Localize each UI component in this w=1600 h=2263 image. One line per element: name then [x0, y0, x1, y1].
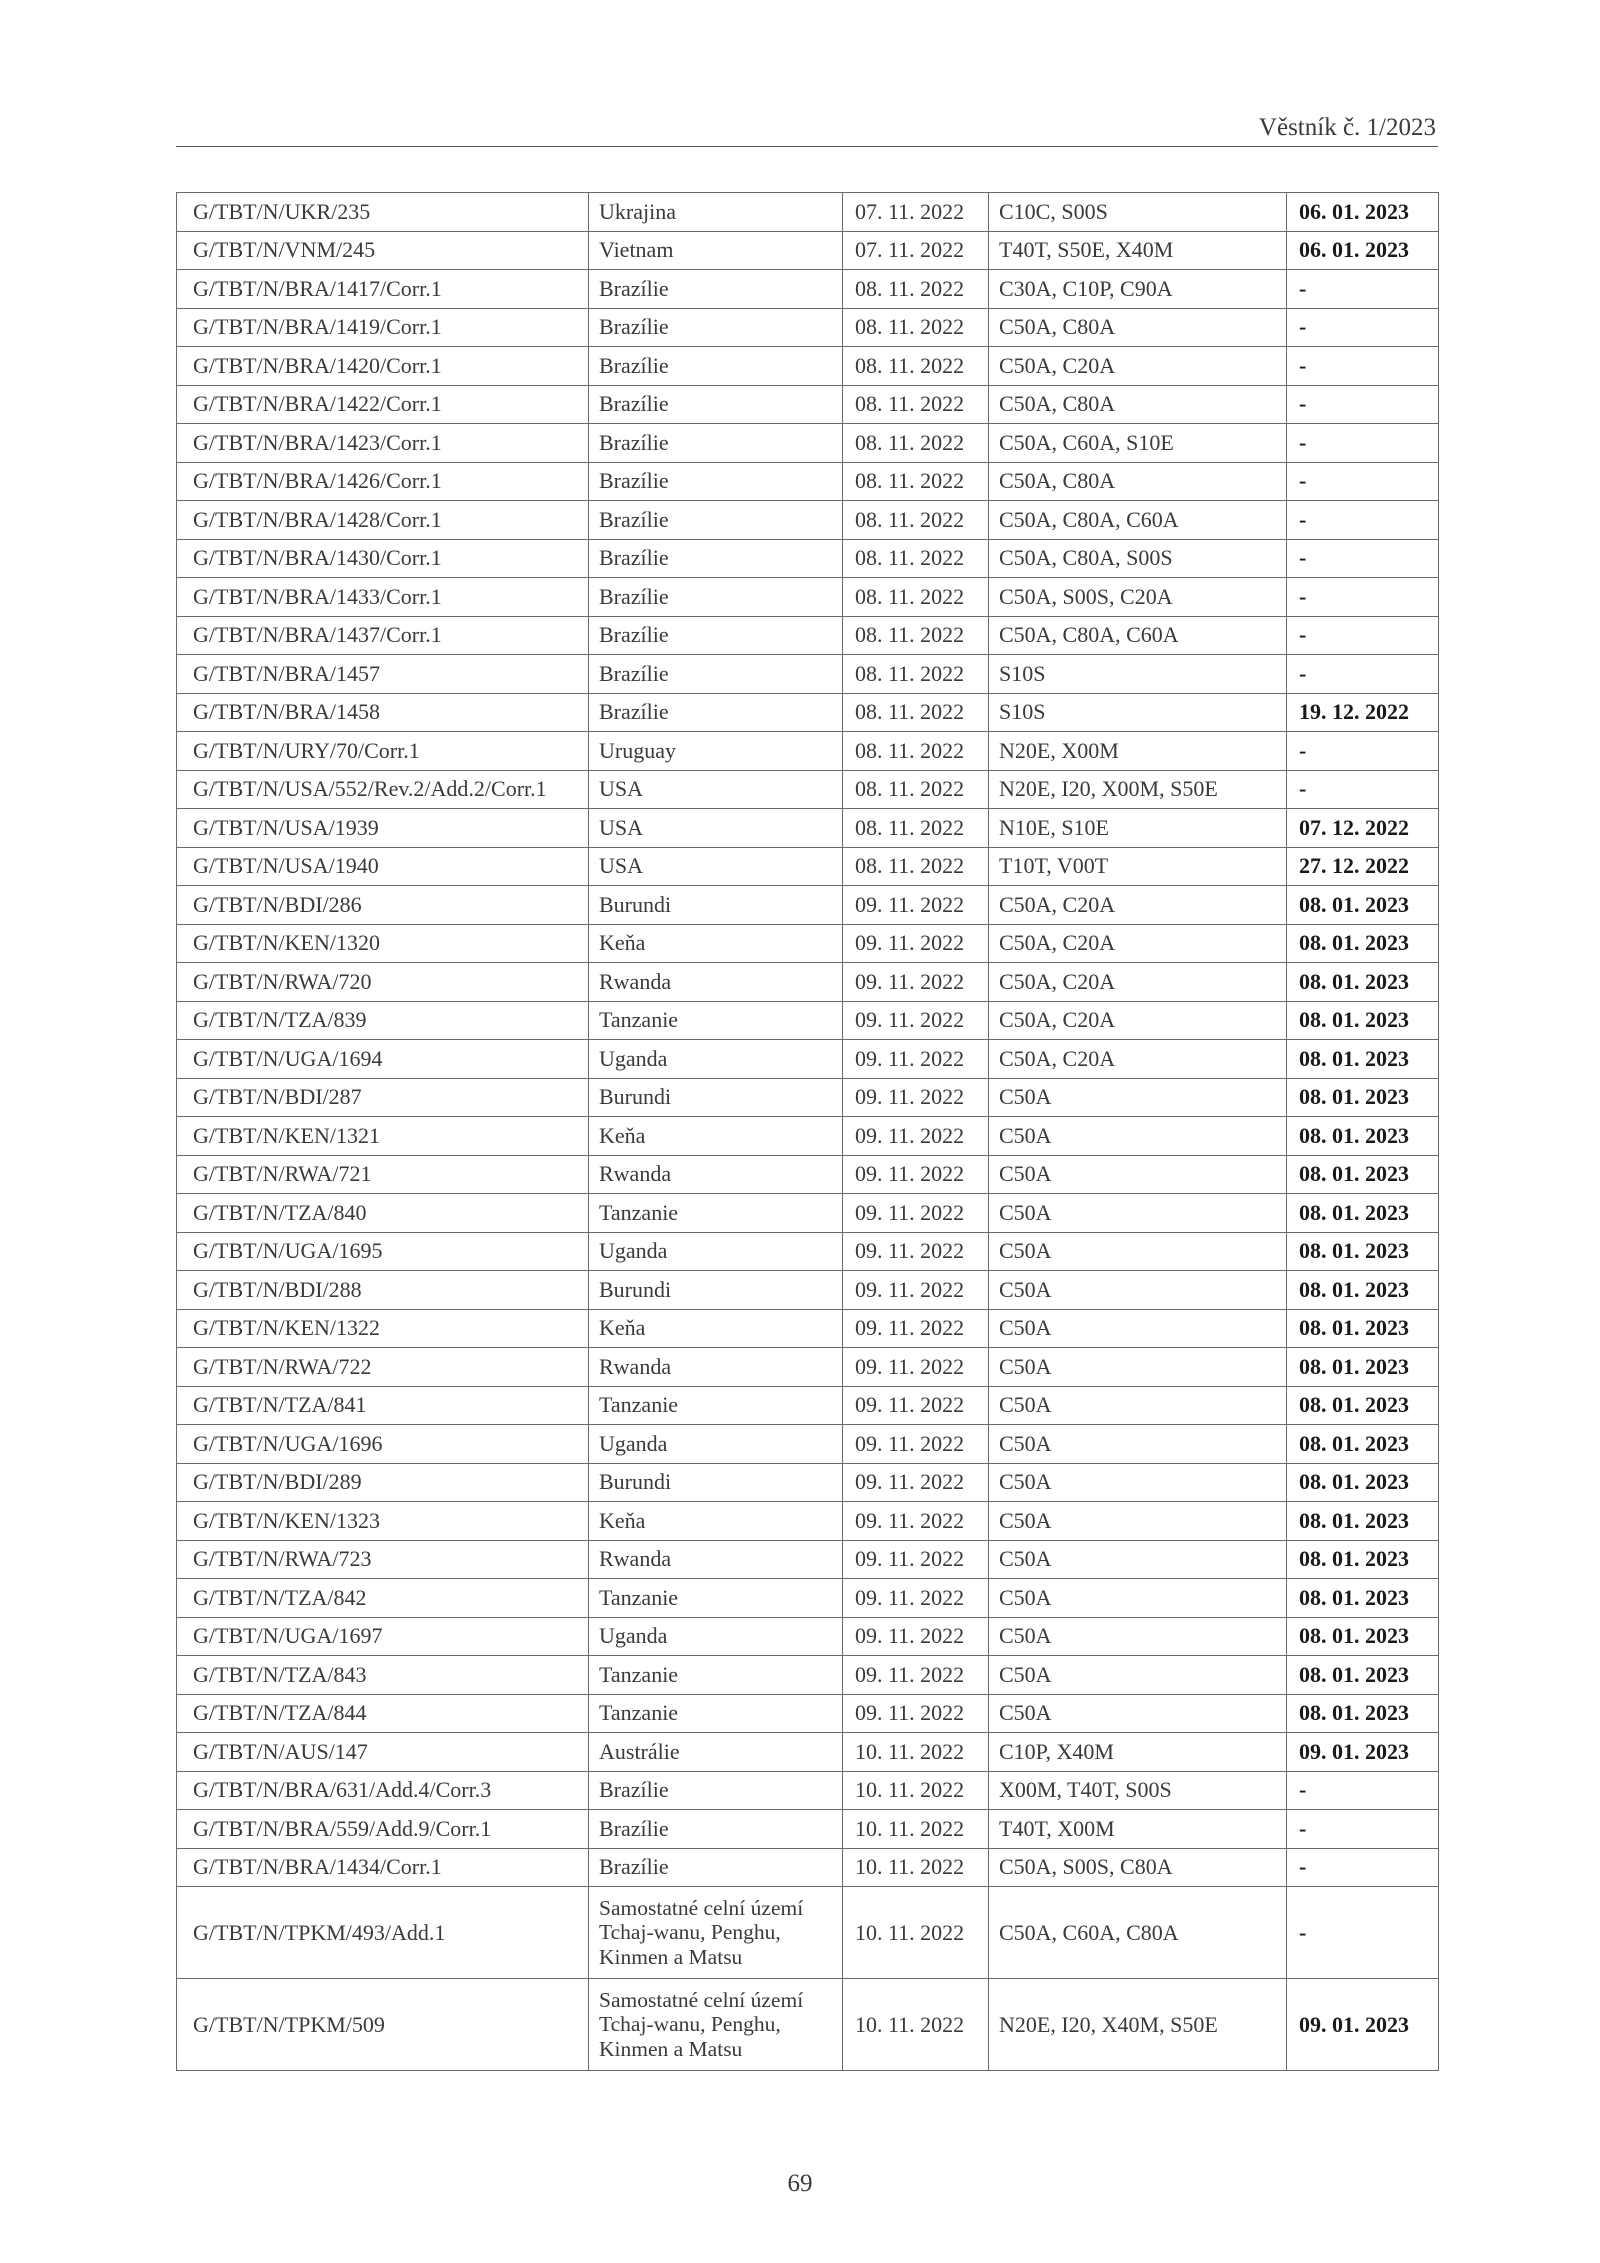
table-row	[177, 1579, 1439, 1618]
cell-comment-deadline: 08. 01. 2023	[1287, 886, 1439, 925]
cell-category-codes: C50A	[989, 1463, 1287, 1502]
cell-member: Brazílie	[589, 1771, 843, 1810]
table-row	[177, 385, 1439, 424]
cell-distribution-date: 08. 11. 2022	[843, 578, 989, 617]
cell-category-codes: C10C, S00S	[989, 193, 1287, 232]
notifications-table-body	[177, 193, 1439, 2071]
cell-category-codes: C50A, C60A, S10E	[989, 424, 1287, 463]
cell-distribution-date: 10. 11. 2022	[843, 1887, 989, 1979]
cell-document-symbol: G/TBT/N/RWA/722	[177, 1348, 589, 1387]
cell-member: Brazílie	[589, 1810, 843, 1849]
cell-distribution-date: 09. 11. 2022	[843, 1232, 989, 1271]
table-row	[177, 1271, 1439, 1310]
cell-member: Keňa	[589, 924, 843, 963]
cell-document-symbol: G/TBT/N/UKR/235	[177, 193, 589, 232]
cell-document-symbol: G/TBT/N/TZA/844	[177, 1694, 589, 1733]
cell-member: Burundi	[589, 1271, 843, 1310]
table-row	[177, 963, 1439, 1002]
cell-category-codes: C50A, C20A	[989, 1001, 1287, 1040]
cell-comment-deadline: 08. 01. 2023	[1287, 1348, 1439, 1387]
cell-category-codes: C50A	[989, 1078, 1287, 1117]
cell-member: Tanzanie	[589, 1386, 843, 1425]
cell-distribution-date: 09. 11. 2022	[843, 1579, 989, 1618]
cell-category-codes: C50A	[989, 1348, 1287, 1387]
cell-distribution-date: 09. 11. 2022	[843, 1001, 989, 1040]
cell-distribution-date: 08. 11. 2022	[843, 847, 989, 886]
cell-distribution-date: 09. 11. 2022	[843, 1463, 989, 1502]
cell-category-codes: N10E, S10E	[989, 809, 1287, 848]
cell-distribution-date: 08. 11. 2022	[843, 655, 989, 694]
cell-category-codes: C50A	[989, 1540, 1287, 1579]
cell-member: USA	[589, 847, 843, 886]
cell-comment-deadline: 08. 01. 2023	[1287, 1579, 1439, 1618]
cell-category-codes: C50A, C20A	[989, 1040, 1287, 1079]
cell-category-codes: C50A	[989, 1309, 1287, 1348]
cell-document-symbol: G/TBT/N/BRA/631/Add.4/Corr.3	[177, 1771, 589, 1810]
cell-comment-deadline: 06. 01. 2023	[1287, 231, 1439, 270]
cell-document-symbol: G/TBT/N/USA/1940	[177, 847, 589, 886]
cell-category-codes: C50A	[989, 1694, 1287, 1733]
cell-distribution-date: 08. 11. 2022	[843, 347, 989, 386]
table-row	[177, 770, 1439, 809]
cell-member: Vietnam	[589, 231, 843, 270]
cell-distribution-date: 10. 11. 2022	[843, 1810, 989, 1849]
cell-member: Tanzanie	[589, 1694, 843, 1733]
cell-category-codes: N20E, I20, X40M, S50E	[989, 1979, 1287, 2071]
cell-distribution-date: 09. 11. 2022	[843, 1078, 989, 1117]
table-row	[177, 1810, 1439, 1849]
cell-distribution-date: 09. 11. 2022	[843, 963, 989, 1002]
cell-document-symbol: G/TBT/N/USA/552/Rev.2/Add.2/Corr.1	[177, 770, 589, 809]
cell-member: Keňa	[589, 1502, 843, 1541]
cell-distribution-date: 09. 11. 2022	[843, 1309, 989, 1348]
cell-document-symbol: G/TBT/N/USA/1939	[177, 809, 589, 848]
cell-distribution-date: 09. 11. 2022	[843, 1117, 989, 1156]
cell-comment-deadline: 08. 01. 2023	[1287, 1617, 1439, 1656]
cell-document-symbol: G/TBT/N/TZA/842	[177, 1579, 589, 1618]
cell-member: Burundi	[589, 1463, 843, 1502]
cell-comment-deadline: 08. 01. 2023	[1287, 963, 1439, 1002]
cell-category-codes: T40T, S50E, X40M	[989, 231, 1287, 270]
cell-distribution-date: 08. 11. 2022	[843, 616, 989, 655]
cell-document-symbol: G/TBT/N/KEN/1321	[177, 1117, 589, 1156]
cell-category-codes: C50A	[989, 1579, 1287, 1618]
cell-distribution-date: 08. 11. 2022	[843, 770, 989, 809]
cell-category-codes: C50A, C20A	[989, 924, 1287, 963]
cell-category-codes: C50A, C80A, C60A	[989, 501, 1287, 540]
cell-document-symbol: G/TBT/N/TZA/840	[177, 1194, 589, 1233]
cell-category-codes: C50A, S00S, C20A	[989, 578, 1287, 617]
cell-distribution-date: 08. 11. 2022	[843, 539, 989, 578]
cell-distribution-date: 09. 11. 2022	[843, 1271, 989, 1310]
cell-document-symbol: G/TBT/N/BRA/1417/Corr.1	[177, 270, 589, 309]
cell-member: USA	[589, 770, 843, 809]
cell-distribution-date: 08. 11. 2022	[843, 809, 989, 848]
cell-comment-deadline: -	[1287, 1771, 1439, 1810]
cell-member: Rwanda	[589, 1348, 843, 1387]
cell-member: Brazílie	[589, 578, 843, 617]
cell-member: Austrálie	[589, 1733, 843, 1772]
cell-document-symbol: G/TBT/N/BDI/287	[177, 1078, 589, 1117]
cell-member: Brazílie	[589, 424, 843, 463]
cell-comment-deadline: 09. 01. 2023	[1287, 1733, 1439, 1772]
cell-document-symbol: G/TBT/N/BRA/1434/Corr.1	[177, 1848, 589, 1887]
cell-member: Brazílie	[589, 270, 843, 309]
cell-distribution-date: 09. 11. 2022	[843, 1617, 989, 1656]
cell-distribution-date: 08. 11. 2022	[843, 385, 989, 424]
cell-document-symbol: G/TBT/N/KEN/1320	[177, 924, 589, 963]
cell-member: Brazílie	[589, 347, 843, 386]
cell-comment-deadline: 08. 01. 2023	[1287, 1502, 1439, 1541]
cell-distribution-date: 10. 11. 2022	[843, 1733, 989, 1772]
cell-member: Samostatné celní území Tchaj-wanu, Penghu, Kinmen a Matsu	[589, 1887, 843, 1979]
table-row	[177, 539, 1439, 578]
cell-document-symbol: G/TBT/N/BRA/1437/Corr.1	[177, 616, 589, 655]
table-row	[177, 1194, 1439, 1233]
cell-comment-deadline: 08. 01. 2023	[1287, 1001, 1439, 1040]
cell-member: Ukrajina	[589, 193, 843, 232]
table-row	[177, 1078, 1439, 1117]
cell-document-symbol: G/TBT/N/BRA/1430/Corr.1	[177, 539, 589, 578]
cell-category-codes: C50A	[989, 1194, 1287, 1233]
cell-document-symbol: G/TBT/N/BRA/559/Add.9/Corr.1	[177, 1810, 589, 1849]
table-row	[177, 1155, 1439, 1194]
table-row	[177, 1979, 1439, 2071]
cell-category-codes: X00M, T40T, S00S	[989, 1771, 1287, 1810]
cell-document-symbol: G/TBT/N/RWA/721	[177, 1155, 589, 1194]
cell-member: Rwanda	[589, 963, 843, 1002]
cell-member: Rwanda	[589, 1540, 843, 1579]
cell-comment-deadline: -	[1287, 462, 1439, 501]
table-row	[177, 1040, 1439, 1079]
cell-distribution-date: 07. 11. 2022	[843, 193, 989, 232]
table-row	[177, 424, 1439, 463]
cell-category-codes: N20E, X00M	[989, 732, 1287, 771]
cell-category-codes: C50A, C80A	[989, 462, 1287, 501]
cell-category-codes: S10S	[989, 655, 1287, 694]
cell-comment-deadline: 07. 12. 2022	[1287, 809, 1439, 848]
cell-category-codes: C10P, X40M	[989, 1733, 1287, 1772]
cell-comment-deadline: 08. 01. 2023	[1287, 1155, 1439, 1194]
cell-comment-deadline: -	[1287, 308, 1439, 347]
cell-comment-deadline: 08. 01. 2023	[1287, 1425, 1439, 1464]
cell-category-codes: C50A, C80A, C60A	[989, 616, 1287, 655]
cell-distribution-date: 09. 11. 2022	[843, 1540, 989, 1579]
cell-comment-deadline: -	[1287, 1810, 1439, 1849]
cell-category-codes: C50A	[989, 1425, 1287, 1464]
cell-comment-deadline: -	[1287, 732, 1439, 771]
cell-distribution-date: 09. 11. 2022	[843, 1155, 989, 1194]
cell-distribution-date: 08. 11. 2022	[843, 732, 989, 771]
cell-category-codes: C50A	[989, 1117, 1287, 1156]
cell-member: Keňa	[589, 1117, 843, 1156]
cell-distribution-date: 10. 11. 2022	[843, 1848, 989, 1887]
cell-comment-deadline: -	[1287, 1887, 1439, 1979]
cell-distribution-date: 08. 11. 2022	[843, 424, 989, 463]
cell-category-codes: C50A, C20A	[989, 347, 1287, 386]
table-row	[177, 1733, 1439, 1772]
cell-comment-deadline: 08. 01. 2023	[1287, 1694, 1439, 1733]
cell-member: Burundi	[589, 1078, 843, 1117]
cell-document-symbol: G/TBT/N/KEN/1322	[177, 1309, 589, 1348]
cell-distribution-date: 10. 11. 2022	[843, 1979, 989, 2071]
cell-document-symbol: G/TBT/N/RWA/720	[177, 963, 589, 1002]
table-row	[177, 1348, 1439, 1387]
cell-comment-deadline: -	[1287, 539, 1439, 578]
table-row	[177, 1463, 1439, 1502]
cell-member: Keňa	[589, 1309, 843, 1348]
cell-document-symbol: G/TBT/N/TZA/843	[177, 1656, 589, 1695]
cell-member: Tanzanie	[589, 1656, 843, 1695]
page-header	[176, 110, 1438, 147]
cell-comment-deadline: -	[1287, 424, 1439, 463]
cell-comment-deadline: 08. 01. 2023	[1287, 924, 1439, 963]
bulletin-title: Věstník č. 1/2023	[1258, 114, 1436, 141]
cell-document-symbol: G/TBT/N/UGA/1696	[177, 1425, 589, 1464]
cell-category-codes: T10T, V00T	[989, 847, 1287, 886]
cell-distribution-date: 08. 11. 2022	[843, 501, 989, 540]
cell-member: Uganda	[589, 1425, 843, 1464]
cell-document-symbol: G/TBT/N/BRA/1457	[177, 655, 589, 694]
cell-category-codes: C50A, C20A	[989, 963, 1287, 1002]
cell-member: Tanzanie	[589, 1001, 843, 1040]
cell-document-symbol: G/TBT/N/TZA/839	[177, 1001, 589, 1040]
cell-comment-deadline: -	[1287, 501, 1439, 540]
cell-document-symbol: G/TBT/N/RWA/723	[177, 1540, 589, 1579]
cell-category-codes: C50A	[989, 1386, 1287, 1425]
cell-category-codes: C50A	[989, 1656, 1287, 1695]
table-row	[177, 655, 1439, 694]
cell-document-symbol: G/TBT/N/TZA/841	[177, 1386, 589, 1425]
table-row	[177, 578, 1439, 617]
cell-document-symbol: G/TBT/N/BDI/289	[177, 1463, 589, 1502]
cell-category-codes: C50A, C80A, S00S	[989, 539, 1287, 578]
cell-member: Brazílie	[589, 462, 843, 501]
cell-distribution-date: 09. 11. 2022	[843, 1502, 989, 1541]
cell-document-symbol: G/TBT/N/TPKM/493/Add.1	[177, 1887, 589, 1979]
cell-category-codes: C50A	[989, 1155, 1287, 1194]
table-row	[177, 193, 1439, 232]
table-row	[177, 1694, 1439, 1733]
cell-category-codes: C50A	[989, 1271, 1287, 1310]
cell-member: Tanzanie	[589, 1194, 843, 1233]
cell-distribution-date: 09. 11. 2022	[843, 1194, 989, 1233]
cell-member: Brazílie	[589, 1848, 843, 1887]
cell-distribution-date: 09. 11. 2022	[843, 1040, 989, 1079]
table-row	[177, 308, 1439, 347]
table-row	[177, 847, 1439, 886]
cell-distribution-date: 09. 11. 2022	[843, 924, 989, 963]
cell-comment-deadline: 09. 01. 2023	[1287, 1979, 1439, 2071]
cell-comment-deadline: -	[1287, 616, 1439, 655]
cell-member: Uganda	[589, 1232, 843, 1271]
cell-distribution-date: 09. 11. 2022	[843, 1386, 989, 1425]
cell-comment-deadline: -	[1287, 770, 1439, 809]
cell-member: Samostatné celní území Tchaj-wanu, Penghu, Kinmen a Matsu	[589, 1979, 843, 2071]
cell-document-symbol: G/TBT/N/BDI/288	[177, 1271, 589, 1310]
table-row	[177, 501, 1439, 540]
cell-comment-deadline: 08. 01. 2023	[1287, 1463, 1439, 1502]
cell-distribution-date: 08. 11. 2022	[843, 462, 989, 501]
cell-document-symbol: G/TBT/N/URY/70/Corr.1	[177, 732, 589, 771]
cell-distribution-date: 09. 11. 2022	[843, 1694, 989, 1733]
table-row	[177, 693, 1439, 732]
cell-member: Tanzanie	[589, 1579, 843, 1618]
cell-document-symbol: G/TBT/N/BRA/1420/Corr.1	[177, 347, 589, 386]
cell-document-symbol: G/TBT/N/UGA/1695	[177, 1232, 589, 1271]
cell-distribution-date: 08. 11. 2022	[843, 270, 989, 309]
table-row	[177, 1386, 1439, 1425]
cell-document-symbol: G/TBT/N/AUS/147	[177, 1733, 589, 1772]
cell-member: Brazílie	[589, 616, 843, 655]
table-row	[177, 270, 1439, 309]
cell-category-codes: C50A, S00S, C80A	[989, 1848, 1287, 1887]
cell-distribution-date: 09. 11. 2022	[843, 886, 989, 925]
cell-category-codes: T40T, X00M	[989, 1810, 1287, 1849]
cell-distribution-date: 08. 11. 2022	[843, 693, 989, 732]
cell-document-symbol: G/TBT/N/KEN/1323	[177, 1502, 589, 1541]
cell-distribution-date: 09. 11. 2022	[843, 1348, 989, 1387]
table-row	[177, 886, 1439, 925]
cell-member: Burundi	[589, 886, 843, 925]
table-row	[177, 1309, 1439, 1348]
cell-member: Uganda	[589, 1617, 843, 1656]
cell-comment-deadline: 27. 12. 2022	[1287, 847, 1439, 886]
cell-comment-deadline: -	[1287, 578, 1439, 617]
cell-comment-deadline: -	[1287, 347, 1439, 386]
table-row	[177, 1540, 1439, 1579]
cell-comment-deadline: -	[1287, 385, 1439, 424]
cell-comment-deadline: 08. 01. 2023	[1287, 1040, 1439, 1079]
cell-member: Rwanda	[589, 1155, 843, 1194]
table-row	[177, 1425, 1439, 1464]
cell-comment-deadline: 08. 01. 2023	[1287, 1540, 1439, 1579]
cell-category-codes: C50A, C80A	[989, 308, 1287, 347]
cell-distribution-date: 10. 11. 2022	[843, 1771, 989, 1810]
cell-member: Brazílie	[589, 385, 843, 424]
table-row	[177, 732, 1439, 771]
table-row	[177, 809, 1439, 848]
cell-category-codes: C30A, C10P, C90A	[989, 270, 1287, 309]
cell-comment-deadline: 06. 01. 2023	[1287, 193, 1439, 232]
cell-comment-deadline: 08. 01. 2023	[1287, 1117, 1439, 1156]
cell-comment-deadline: 08. 01. 2023	[1287, 1309, 1439, 1348]
cell-member: Brazílie	[589, 693, 843, 732]
cell-category-codes: N20E, I20, X00M, S50E	[989, 770, 1287, 809]
cell-document-symbol: G/TBT/N/BRA/1428/Corr.1	[177, 501, 589, 540]
table-row	[177, 616, 1439, 655]
page-number: 69	[787, 2170, 813, 2197]
cell-comment-deadline: -	[1287, 1848, 1439, 1887]
cell-distribution-date: 09. 11. 2022	[843, 1656, 989, 1695]
table-row	[177, 1617, 1439, 1656]
table-row	[177, 1887, 1439, 1979]
table-row	[177, 231, 1439, 270]
cell-comment-deadline: -	[1287, 270, 1439, 309]
cell-category-codes: C50A, C80A	[989, 385, 1287, 424]
cell-comment-deadline: -	[1287, 655, 1439, 694]
table-row	[177, 1848, 1439, 1887]
cell-category-codes: C50A, C60A, C80A	[989, 1887, 1287, 1979]
cell-comment-deadline: 08. 01. 2023	[1287, 1656, 1439, 1695]
cell-document-symbol: G/TBT/N/BDI/286	[177, 886, 589, 925]
cell-document-symbol: G/TBT/N/BRA/1419/Corr.1	[177, 308, 589, 347]
cell-member: Brazílie	[589, 501, 843, 540]
table-row	[177, 1656, 1439, 1695]
cell-comment-deadline: 19. 12. 2022	[1287, 693, 1439, 732]
cell-distribution-date: 08. 11. 2022	[843, 308, 989, 347]
cell-member: Uganda	[589, 1040, 843, 1079]
cell-document-symbol: G/TBT/N/VNM/245	[177, 231, 589, 270]
table-row	[177, 1771, 1439, 1810]
cell-document-symbol: G/TBT/N/BRA/1423/Corr.1	[177, 424, 589, 463]
cell-category-codes: S10S	[989, 693, 1287, 732]
table-row	[177, 1117, 1439, 1156]
table-row	[177, 1001, 1439, 1040]
cell-member: Brazílie	[589, 308, 843, 347]
cell-document-symbol: G/TBT/N/BRA/1433/Corr.1	[177, 578, 589, 617]
cell-document-symbol: G/TBT/N/BRA/1426/Corr.1	[177, 462, 589, 501]
table-row	[177, 1502, 1439, 1541]
cell-category-codes: C50A, C20A	[989, 886, 1287, 925]
cell-member: USA	[589, 809, 843, 848]
cell-comment-deadline: 08. 01. 2023	[1287, 1386, 1439, 1425]
notifications-table	[176, 192, 1439, 2071]
cell-member: Brazílie	[589, 655, 843, 694]
table-row	[177, 1232, 1439, 1271]
cell-comment-deadline: 08. 01. 2023	[1287, 1271, 1439, 1310]
cell-member: Brazílie	[589, 539, 843, 578]
cell-document-symbol: G/TBT/N/UGA/1694	[177, 1040, 589, 1079]
cell-document-symbol: G/TBT/N/UGA/1697	[177, 1617, 589, 1656]
table-row	[177, 347, 1439, 386]
cell-member: Uruguay	[589, 732, 843, 771]
cell-comment-deadline: 08. 01. 2023	[1287, 1078, 1439, 1117]
cell-comment-deadline: 08. 01. 2023	[1287, 1194, 1439, 1233]
cell-document-symbol: G/TBT/N/BRA/1422/Corr.1	[177, 385, 589, 424]
cell-category-codes: C50A	[989, 1232, 1287, 1271]
cell-category-codes: C50A	[989, 1617, 1287, 1656]
table-row	[177, 924, 1439, 963]
cell-comment-deadline: 08. 01. 2023	[1287, 1232, 1439, 1271]
cell-distribution-date: 07. 11. 2022	[843, 231, 989, 270]
cell-distribution-date: 09. 11. 2022	[843, 1425, 989, 1464]
cell-category-codes: C50A	[989, 1502, 1287, 1541]
cell-document-symbol: G/TBT/N/BRA/1458	[177, 693, 589, 732]
table-row	[177, 462, 1439, 501]
cell-document-symbol: G/TBT/N/TPKM/509	[177, 1979, 589, 2071]
